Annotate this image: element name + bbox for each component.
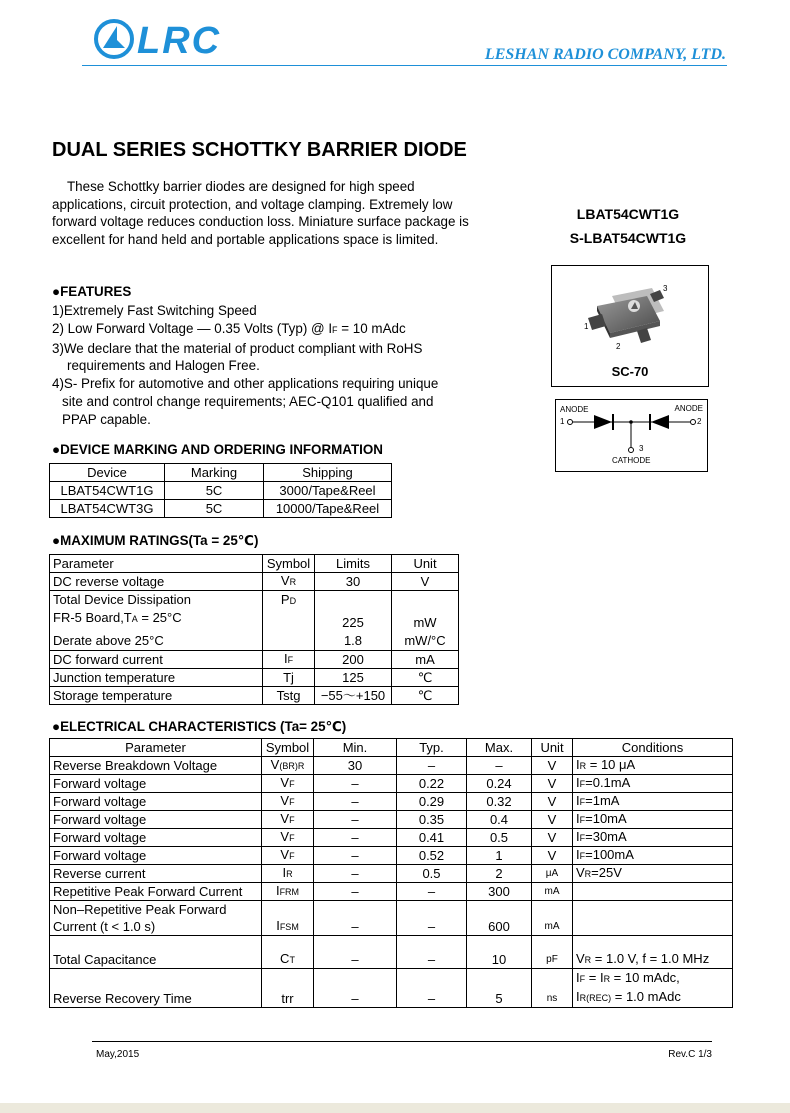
circuit-pin-3: 3 bbox=[639, 444, 644, 453]
footer-date: May,2015 bbox=[96, 1049, 140, 1060]
param-line: Non–Repetitive Peak Forward bbox=[53, 902, 227, 917]
table-cell: mA bbox=[392, 651, 459, 669]
table-cell: V bbox=[532, 757, 573, 775]
symbol: I bbox=[283, 651, 288, 666]
table-header: Symbol bbox=[263, 555, 315, 573]
table-cell bbox=[262, 936, 314, 969]
table-cell: Tj bbox=[263, 669, 315, 687]
cond: I bbox=[576, 757, 580, 772]
symbol: V bbox=[280, 811, 290, 826]
package-box bbox=[551, 265, 709, 387]
table-header: Unit bbox=[532, 739, 573, 757]
cond-sub: F bbox=[579, 815, 586, 825]
table-cell: V bbox=[392, 573, 459, 591]
table-cell: – bbox=[314, 936, 397, 969]
table-cell: 0.52 bbox=[397, 847, 467, 865]
features-heading: ●FEATURES bbox=[52, 284, 132, 299]
intro-text: These Schottky barrier diodes are designed for high speed applications, circuit protection, and voltage clamping. Extremely low forward voltage reduces conduction loss. Miniature surface package is excellent for hand held and portable applications space is limited. bbox=[52, 179, 469, 247]
table-cell: 30 bbox=[315, 573, 392, 591]
cond-value: =0.1mA bbox=[585, 775, 631, 790]
table-cell: 200 bbox=[315, 651, 392, 669]
table-header: Typ. bbox=[397, 739, 467, 757]
param-line: Current (t < 1.0 s) bbox=[53, 919, 156, 934]
symbol: V bbox=[270, 757, 280, 772]
table-cell: 0.35 bbox=[397, 811, 467, 829]
feature-2-value: = 10 mAdc bbox=[337, 320, 406, 336]
cond-sub: R bbox=[579, 761, 587, 771]
symbol: P bbox=[280, 592, 290, 607]
param-text: = 25°C bbox=[137, 610, 182, 625]
electrical-table bbox=[49, 738, 733, 1008]
footer-rule bbox=[92, 1041, 712, 1042]
symbol-sub: F bbox=[289, 815, 295, 825]
table-cell bbox=[262, 865, 314, 883]
table-cell: V bbox=[532, 829, 573, 847]
table-row bbox=[50, 669, 459, 687]
table-header: Marking bbox=[165, 464, 264, 482]
symbol-sub: FRM bbox=[279, 887, 300, 897]
table-cell: 2 bbox=[467, 865, 532, 883]
cond-value: =1mA bbox=[585, 793, 620, 808]
symbol-sub: F bbox=[289, 833, 295, 843]
table-header: Parameter bbox=[50, 555, 263, 573]
table-cell: – bbox=[397, 757, 467, 775]
table-header: Conditions bbox=[573, 739, 733, 757]
cond: I bbox=[576, 989, 580, 1004]
table-row bbox=[50, 847, 733, 865]
symbol: V bbox=[280, 775, 290, 790]
table-cell bbox=[262, 847, 314, 865]
cond-value: =100mA bbox=[585, 847, 634, 862]
table-cell bbox=[315, 591, 392, 651]
ordering-heading: ●DEVICE MARKING AND ORDERING INFORMATION bbox=[52, 442, 383, 457]
cond-sub: F bbox=[579, 833, 586, 843]
electrical-heading: ●ELECTRICAL CHARACTERISTICS (Ta= 25℃) bbox=[52, 719, 347, 734]
company-name: LESHAN RADIO COMPANY, LTD. bbox=[484, 46, 726, 63]
param-line: Derate above 25°C bbox=[53, 633, 164, 648]
limit-value: 225 bbox=[342, 615, 364, 630]
table-row bbox=[50, 811, 733, 829]
table-header: Min. bbox=[314, 739, 397, 757]
table-cell: 125 bbox=[315, 669, 392, 687]
cond-value: =30mA bbox=[585, 829, 627, 844]
cond: V bbox=[576, 865, 585, 880]
table-cell bbox=[573, 847, 733, 865]
cond-value: = 1.0 mAdc bbox=[611, 989, 681, 1004]
cond-sub: F bbox=[579, 974, 586, 984]
table-cell: DC reverse voltage bbox=[50, 573, 263, 591]
feature-3a: 3)We declare that the material of product compliant with RoHS bbox=[52, 340, 423, 356]
table-cell: μA bbox=[532, 865, 573, 883]
cond-value: = 1.0 V, f = 1.0 MHz bbox=[591, 951, 710, 966]
table-cell: ns bbox=[532, 969, 573, 1008]
table-cell bbox=[262, 829, 314, 847]
table-cell: 0.5 bbox=[397, 865, 467, 883]
table-cell: 0.32 bbox=[467, 793, 532, 811]
table-cell: 5C bbox=[165, 500, 264, 518]
symbol-sub: R bbox=[286, 869, 293, 879]
table-cell bbox=[262, 883, 314, 901]
table-cell bbox=[392, 591, 459, 651]
symbol-sub: F bbox=[289, 851, 295, 861]
table-cell: DC forward current bbox=[50, 651, 263, 669]
part-number-2: S-LBAT54CWT1G bbox=[569, 230, 687, 246]
max-ratings-table bbox=[49, 554, 459, 705]
table-cell: Reverse current bbox=[50, 865, 262, 883]
ordering-table bbox=[49, 463, 392, 518]
symbol-sub: T bbox=[289, 955, 295, 965]
cond: I bbox=[576, 970, 580, 985]
table-cell: – bbox=[397, 901, 467, 936]
symbol-sub: F bbox=[287, 655, 294, 665]
table-cell: 5C bbox=[165, 482, 264, 500]
cond-line bbox=[576, 988, 729, 1007]
table-cell: V bbox=[532, 847, 573, 865]
page-title: DUAL SERIES SCHOTTKY BARRIER DIODE bbox=[52, 139, 467, 161]
unit-value: mW/°C bbox=[404, 633, 446, 648]
table-row bbox=[50, 591, 459, 651]
cathode-label: CATHODE bbox=[612, 456, 651, 465]
table-cell: ℃ bbox=[392, 687, 459, 705]
anode-label-right: ANODE bbox=[674, 404, 703, 413]
table-cell bbox=[573, 883, 733, 901]
table-row bbox=[50, 482, 392, 500]
table-cell bbox=[263, 651, 315, 669]
cond: I bbox=[576, 811, 580, 826]
table-cell: – bbox=[314, 969, 397, 1008]
table-cell: 5 bbox=[467, 969, 532, 1008]
table-cell: Reverse Recovery Time bbox=[50, 969, 262, 1008]
table-cell: – bbox=[314, 775, 397, 793]
table-cell: – bbox=[467, 757, 532, 775]
pin-label-1: 1 bbox=[584, 322, 589, 331]
table-cell: 0.41 bbox=[397, 829, 467, 847]
table-cell: – bbox=[314, 883, 397, 901]
feature-2-sub: F bbox=[332, 324, 338, 335]
table-cell: – bbox=[314, 811, 397, 829]
table-cell bbox=[573, 775, 733, 793]
param-sub: A bbox=[131, 614, 138, 624]
symbol: I bbox=[276, 918, 280, 933]
cond: I bbox=[576, 775, 580, 790]
pin-label-2: 2 bbox=[616, 342, 621, 351]
table-cell bbox=[573, 811, 733, 829]
limit-value: 1.8 bbox=[343, 633, 363, 648]
table-cell: 3000/Tape&Reel bbox=[264, 482, 392, 500]
symbol: V bbox=[280, 793, 290, 808]
feature-1: 1)Extremely Fast Switching Speed bbox=[52, 303, 257, 318]
symbol: I bbox=[275, 883, 280, 898]
package-name: SC-70 bbox=[611, 364, 649, 379]
table-cell: Forward voltage bbox=[50, 775, 262, 793]
table-cell: pF bbox=[532, 936, 573, 969]
table-cell: Reverse Breakdown Voltage bbox=[50, 757, 262, 775]
cond-sub: R bbox=[584, 869, 592, 879]
anode-label-left: ANODE bbox=[560, 405, 589, 414]
table-cell: – bbox=[314, 847, 397, 865]
table-row bbox=[50, 969, 733, 1008]
table-cell: 300 bbox=[467, 883, 532, 901]
param-text: FR-5 Board,T bbox=[53, 610, 132, 625]
table-cell: ℃ bbox=[392, 669, 459, 687]
lrc-logo-icon bbox=[93, 18, 135, 60]
table-cell bbox=[262, 775, 314, 793]
part-number-1: LBAT54CWT1G bbox=[576, 206, 680, 222]
table-cell: 0.29 bbox=[397, 793, 467, 811]
table-cell: – bbox=[397, 969, 467, 1008]
feature-3b: requirements and Halogen Free. bbox=[67, 358, 260, 374]
table-cell: 0.4 bbox=[467, 811, 532, 829]
table-row bbox=[50, 865, 733, 883]
cond-sub: R(REC) bbox=[579, 993, 612, 1003]
symbol-sub: FSM bbox=[279, 922, 299, 932]
table-header: Symbol bbox=[262, 739, 314, 757]
table-cell bbox=[50, 901, 262, 936]
table-cell: 10 bbox=[467, 936, 532, 969]
symbol: V bbox=[280, 829, 290, 844]
footer-revision: Rev.C 1/3 bbox=[668, 1049, 712, 1060]
table-cell: Forward voltage bbox=[50, 811, 262, 829]
table-cell: Junction temperature bbox=[50, 669, 263, 687]
symbol: V bbox=[280, 847, 290, 862]
table-cell: 600 bbox=[467, 901, 532, 936]
table-row bbox=[50, 500, 392, 518]
logo-text: LRC bbox=[137, 20, 222, 62]
table-row bbox=[50, 793, 733, 811]
table-cell: – bbox=[314, 829, 397, 847]
table-row bbox=[50, 687, 459, 705]
table-cell bbox=[573, 901, 733, 936]
table-row bbox=[50, 936, 733, 969]
symbol-sub: F bbox=[289, 779, 295, 789]
table-cell: −55～+150 bbox=[315, 687, 392, 705]
table-cell: Tstg bbox=[263, 687, 315, 705]
table-row bbox=[50, 883, 733, 901]
table-cell: – bbox=[397, 883, 467, 901]
cond-line bbox=[576, 969, 729, 988]
table-cell: 0.22 bbox=[397, 775, 467, 793]
feature-2-text: 2) Low Forward Voltage — 0.35 Volts (Typ) @ I bbox=[52, 320, 333, 336]
cond-sub: F bbox=[579, 851, 586, 861]
table-cell bbox=[263, 573, 315, 591]
cond-sub: R bbox=[584, 955, 592, 965]
table-cell: V bbox=[532, 811, 573, 829]
table-cell: 1 bbox=[467, 847, 532, 865]
table-cell: Forward voltage bbox=[50, 829, 262, 847]
table-cell: Storage temperature bbox=[50, 687, 263, 705]
table-header-row bbox=[50, 739, 733, 757]
table-row bbox=[50, 829, 733, 847]
table-cell: Total Capacitance bbox=[50, 936, 262, 969]
header-rule bbox=[82, 65, 727, 66]
intro-paragraph bbox=[52, 178, 472, 248]
table-row bbox=[50, 757, 733, 775]
cond-sub: F bbox=[579, 779, 586, 789]
cond-sub: R bbox=[603, 974, 611, 984]
table-cell: V bbox=[532, 793, 573, 811]
table-cell: 30 bbox=[314, 757, 397, 775]
table-row bbox=[50, 775, 733, 793]
pin-label-3: 3 bbox=[663, 284, 668, 293]
table-row bbox=[50, 901, 733, 936]
table-cell: – bbox=[314, 865, 397, 883]
table-cell: 0.5 bbox=[467, 829, 532, 847]
cond: I bbox=[576, 793, 580, 808]
table-cell bbox=[573, 757, 733, 775]
table-cell bbox=[573, 793, 733, 811]
table-row bbox=[50, 651, 459, 669]
unit-value: mW bbox=[413, 615, 437, 630]
symbol-sub: F bbox=[289, 797, 295, 807]
param-line: Total Device Dissipation bbox=[53, 592, 192, 607]
param-line bbox=[53, 609, 259, 628]
symbol-sub: R bbox=[289, 577, 297, 587]
cond: V bbox=[576, 951, 585, 966]
cond: I bbox=[576, 847, 580, 862]
symbol: C bbox=[280, 951, 290, 966]
feature-4a: 4)S- Prefix for automotive and other applications requiring unique bbox=[52, 376, 439, 392]
cond-value: = 10 mAdc, bbox=[610, 970, 680, 985]
feature-2 bbox=[52, 320, 482, 340]
circuit-pin-1: 1 bbox=[560, 417, 565, 426]
table-cell bbox=[573, 969, 733, 1008]
cond-value: =25V bbox=[591, 865, 622, 880]
table-cell bbox=[262, 811, 314, 829]
table-cell bbox=[262, 757, 314, 775]
table-cell: mA bbox=[532, 901, 573, 936]
symbol: I bbox=[282, 865, 287, 880]
table-cell: mA bbox=[532, 883, 573, 901]
circuit-pin-2: 2 bbox=[697, 417, 702, 426]
table-header-row bbox=[50, 555, 459, 573]
lrc-logo bbox=[93, 18, 233, 62]
table-cell: V bbox=[532, 775, 573, 793]
table-cell bbox=[573, 865, 733, 883]
table-cell bbox=[573, 936, 733, 969]
table-header: Device bbox=[50, 464, 165, 482]
cond-value: = 10 μA bbox=[586, 757, 636, 772]
table-cell: – bbox=[314, 901, 397, 936]
table-header-row bbox=[50, 464, 392, 482]
cond-value: =10mA bbox=[585, 811, 627, 826]
table-cell: 10000/Tape&Reel bbox=[264, 500, 392, 518]
page-bottom-strip bbox=[0, 1103, 790, 1113]
table-cell bbox=[263, 591, 315, 651]
table-cell: 0.24 bbox=[467, 775, 532, 793]
table-cell bbox=[262, 901, 314, 936]
cond: = I bbox=[585, 970, 604, 985]
table-row bbox=[50, 573, 459, 591]
table-cell: – bbox=[314, 793, 397, 811]
table-cell bbox=[262, 793, 314, 811]
symbol-sub: (BR)R bbox=[279, 761, 305, 771]
table-cell: LBAT54CWT1G bbox=[50, 482, 165, 500]
symbol-sub: D bbox=[289, 596, 297, 606]
table-header: Max. bbox=[467, 739, 532, 757]
table-cell: Forward voltage bbox=[50, 847, 262, 865]
table-cell: – bbox=[397, 936, 467, 969]
cond: I bbox=[576, 829, 580, 844]
cond-sub: F bbox=[579, 797, 586, 807]
sc70-package-icon bbox=[552, 266, 708, 366]
circuit-diagram-box bbox=[555, 399, 708, 472]
table-header: Parameter bbox=[50, 739, 262, 757]
feature-4b: site and control change requirements; AEC-Q101 qualified and bbox=[62, 393, 434, 409]
table-cell bbox=[50, 591, 263, 651]
max-ratings-heading: ●MAXIMUM RATINGS(Ta = 25℃) bbox=[52, 533, 259, 548]
symbol: V bbox=[280, 573, 290, 588]
table-cell: Repetitive Peak Forward Current bbox=[50, 883, 262, 901]
table-header: Shipping bbox=[264, 464, 392, 482]
table-cell: trr bbox=[262, 969, 314, 1008]
table-cell: Forward voltage bbox=[50, 793, 262, 811]
feature-4c: PPAP capable. bbox=[62, 411, 151, 427]
table-cell bbox=[573, 829, 733, 847]
table-header: Unit bbox=[392, 555, 459, 573]
table-cell: LBAT54CWT3G bbox=[50, 500, 165, 518]
table-header: Limits bbox=[315, 555, 392, 573]
features-list bbox=[52, 302, 482, 429]
